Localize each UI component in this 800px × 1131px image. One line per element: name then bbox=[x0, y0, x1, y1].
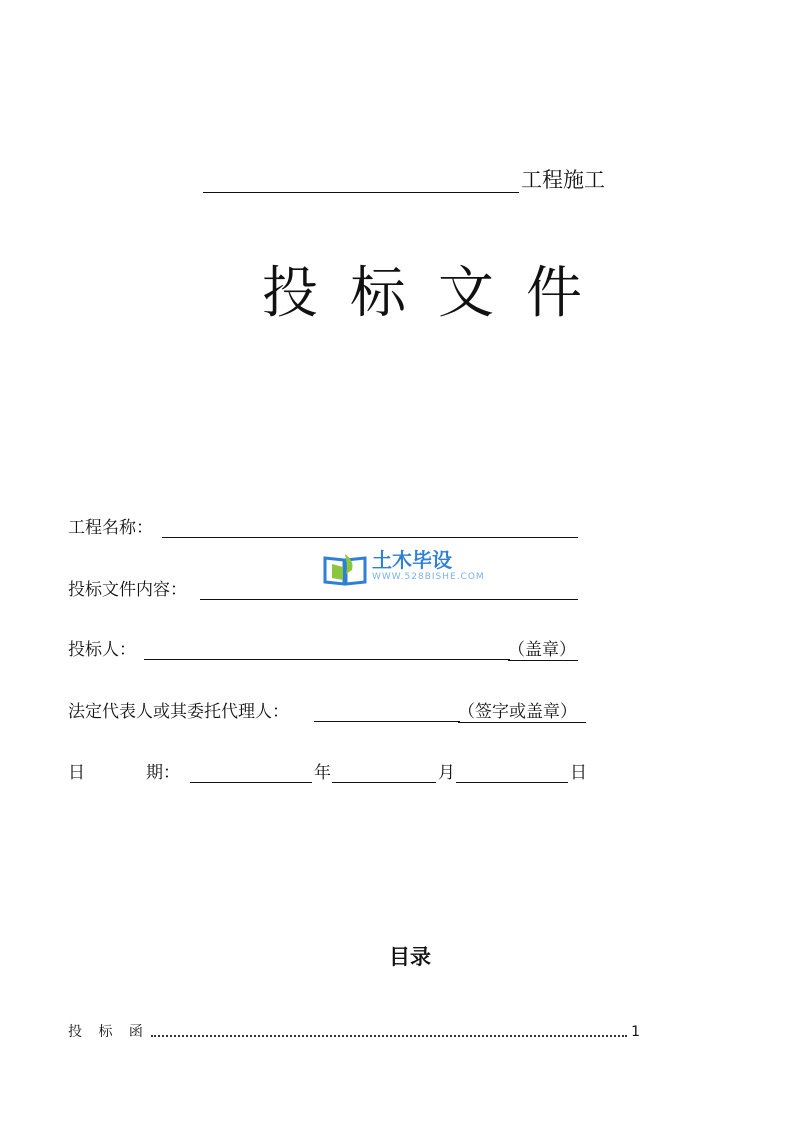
title-char: 投 bbox=[262, 261, 318, 326]
date-day-unit: 日 bbox=[570, 763, 587, 783]
toc-entry[interactable] bbox=[68, 1021, 640, 1041]
date-month-field bbox=[332, 764, 436, 783]
toc-entry-label: 投 标 函 bbox=[68, 1024, 149, 1040]
bidder-field bbox=[144, 641, 510, 660]
date-day-field bbox=[456, 764, 568, 783]
date-label-char-2: 期： bbox=[146, 763, 180, 783]
toc-leader-dots bbox=[151, 1034, 627, 1037]
bidder-label: 投标人： bbox=[68, 640, 136, 660]
toc-title: 目录 bbox=[389, 945, 431, 969]
watermark-url: WWW.528BISHE.COM bbox=[372, 572, 485, 582]
legal-rep-label: 法定代表人或其委托代理人： bbox=[68, 702, 289, 722]
document-title bbox=[262, 262, 582, 326]
title-char: 标 bbox=[350, 261, 406, 326]
bid-content-field bbox=[200, 581, 578, 600]
toc-entry-page: 1 bbox=[631, 1024, 640, 1040]
project-name-label: 工程名称： bbox=[68, 518, 153, 538]
project-name-blank-line bbox=[203, 170, 519, 193]
title-char: 文 bbox=[438, 261, 494, 326]
legal-rep-sign-note: （签字或盖章） bbox=[458, 702, 586, 723]
legal-rep-field bbox=[314, 703, 460, 722]
date-label-char-1: 日 bbox=[68, 763, 85, 783]
project-name-field bbox=[162, 519, 578, 538]
date-year-unit: 年 bbox=[314, 763, 331, 783]
date-year-field bbox=[190, 764, 312, 783]
bid-content-label: 投标文件内容： bbox=[68, 580, 187, 600]
watermark-name: 土木毕设 bbox=[372, 548, 452, 572]
bidder-seal-note: （盖章） bbox=[508, 640, 576, 660]
header-suffix-text: 工程施工 bbox=[521, 168, 605, 192]
date-month-unit: 月 bbox=[438, 763, 455, 783]
title-char: 件 bbox=[526, 261, 582, 326]
